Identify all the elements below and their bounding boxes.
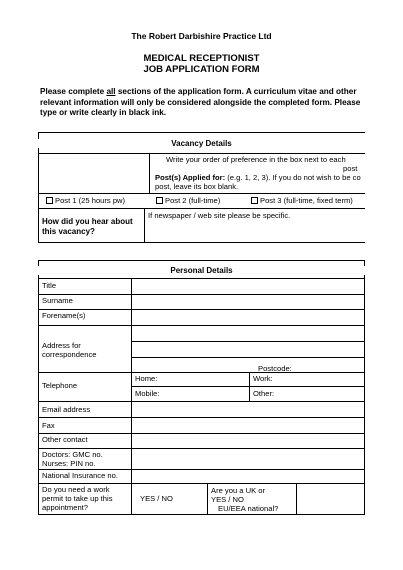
- ni-label: National Insurance no.: [42, 471, 118, 480]
- address-label: Address for correspondence: [42, 341, 97, 359]
- post-option-3[interactable]: Post 3 (full-time, fixed term): [251, 196, 353, 205]
- fax-input[interactable]: [132, 418, 364, 433]
- hear-about-label: How did you hear about this vacancy?: [42, 217, 133, 236]
- title-label: Title: [42, 281, 57, 290]
- postcode-input[interactable]: [300, 362, 364, 372]
- address-line2-input[interactable]: [132, 342, 364, 357]
- posts-applied-line: Post(s) Applied for: (e.g. 1, 2, 3). If you do not wish to be co: [155, 173, 361, 182]
- preference-instruction: Write your order of preference in the box next to each: [166, 155, 346, 164]
- fax-label: Fax: [42, 421, 55, 430]
- uk-national-yes-no[interactable]: YES / NO: [211, 495, 244, 504]
- hear-about-input[interactable]: [145, 220, 364, 242]
- postcode-label: Postcode:: [258, 364, 292, 373]
- post2-checkbox[interactable]: [156, 197, 163, 204]
- gmc-pin-input[interactable]: [132, 449, 364, 469]
- gmc-label: Doctors: GMC no.: [42, 450, 103, 459]
- uk-national-answer-box[interactable]: [297, 484, 364, 514]
- post-option-2[interactable]: Post 2 (full-time): [156, 196, 220, 205]
- title-input[interactable]: [132, 279, 364, 294]
- ni-input[interactable]: [132, 470, 364, 483]
- forenames-input[interactable]: [132, 310, 364, 325]
- surname-label: Surname: [42, 296, 73, 305]
- work-phone-label: Work:: [253, 374, 273, 383]
- other-contact-label: Other contact: [42, 435, 88, 444]
- form-title-line2: JOB APPLICATION FORM: [143, 64, 260, 75]
- telephone-label: Telephone: [42, 381, 78, 390]
- company-name: The Robert Darbishire Practice Ltd: [131, 31, 272, 41]
- preference-instruction-post: post: [343, 164, 358, 173]
- hear-about-hint: If newspaper / web site please be specific.: [148, 211, 291, 220]
- vacancy-details-heading: Vacancy Details: [38, 139, 365, 148]
- other-phone-label: Other:: [253, 389, 275, 398]
- post-option-1[interactable]: Post 1 (25 hours pw): [46, 196, 125, 205]
- address-line1-input[interactable]: [132, 326, 364, 341]
- home-phone-label: Home:: [135, 374, 158, 383]
- mobile-phone-label: Mobile:: [135, 389, 160, 398]
- work-permit-label: Do you need a work permit to take up this appointment?: [42, 485, 113, 512]
- pin-label: Nurses: PIN no.: [42, 459, 96, 468]
- work-permit-yes-no[interactable]: YES / NO: [140, 494, 173, 503]
- email-input[interactable]: [132, 402, 364, 417]
- uk-national-question-2: EU/EEA national?: [218, 504, 279, 513]
- preference-instruction-blank: post, leave its box blank.: [155, 182, 239, 191]
- intro-paragraph: Please complete all sections of the application form. A curriculum vitae and other relevant information will only be considered alongside the completed form. Please type or write clearly in black ink.: [40, 87, 361, 117]
- email-label: Email address: [42, 405, 91, 414]
- form-title-line1: MEDICAL RECEPTIONIST: [143, 53, 260, 64]
- surname-input[interactable]: [132, 295, 364, 309]
- other-contact-input[interactable]: [132, 434, 364, 448]
- personal-details-heading: Personal Details: [38, 266, 365, 275]
- uk-national-question: Are you a UK or: [211, 486, 266, 495]
- forenames-label: Forename(s): [42, 311, 86, 320]
- post1-checkbox[interactable]: [46, 197, 53, 204]
- post3-checkbox[interactable]: [251, 197, 258, 204]
